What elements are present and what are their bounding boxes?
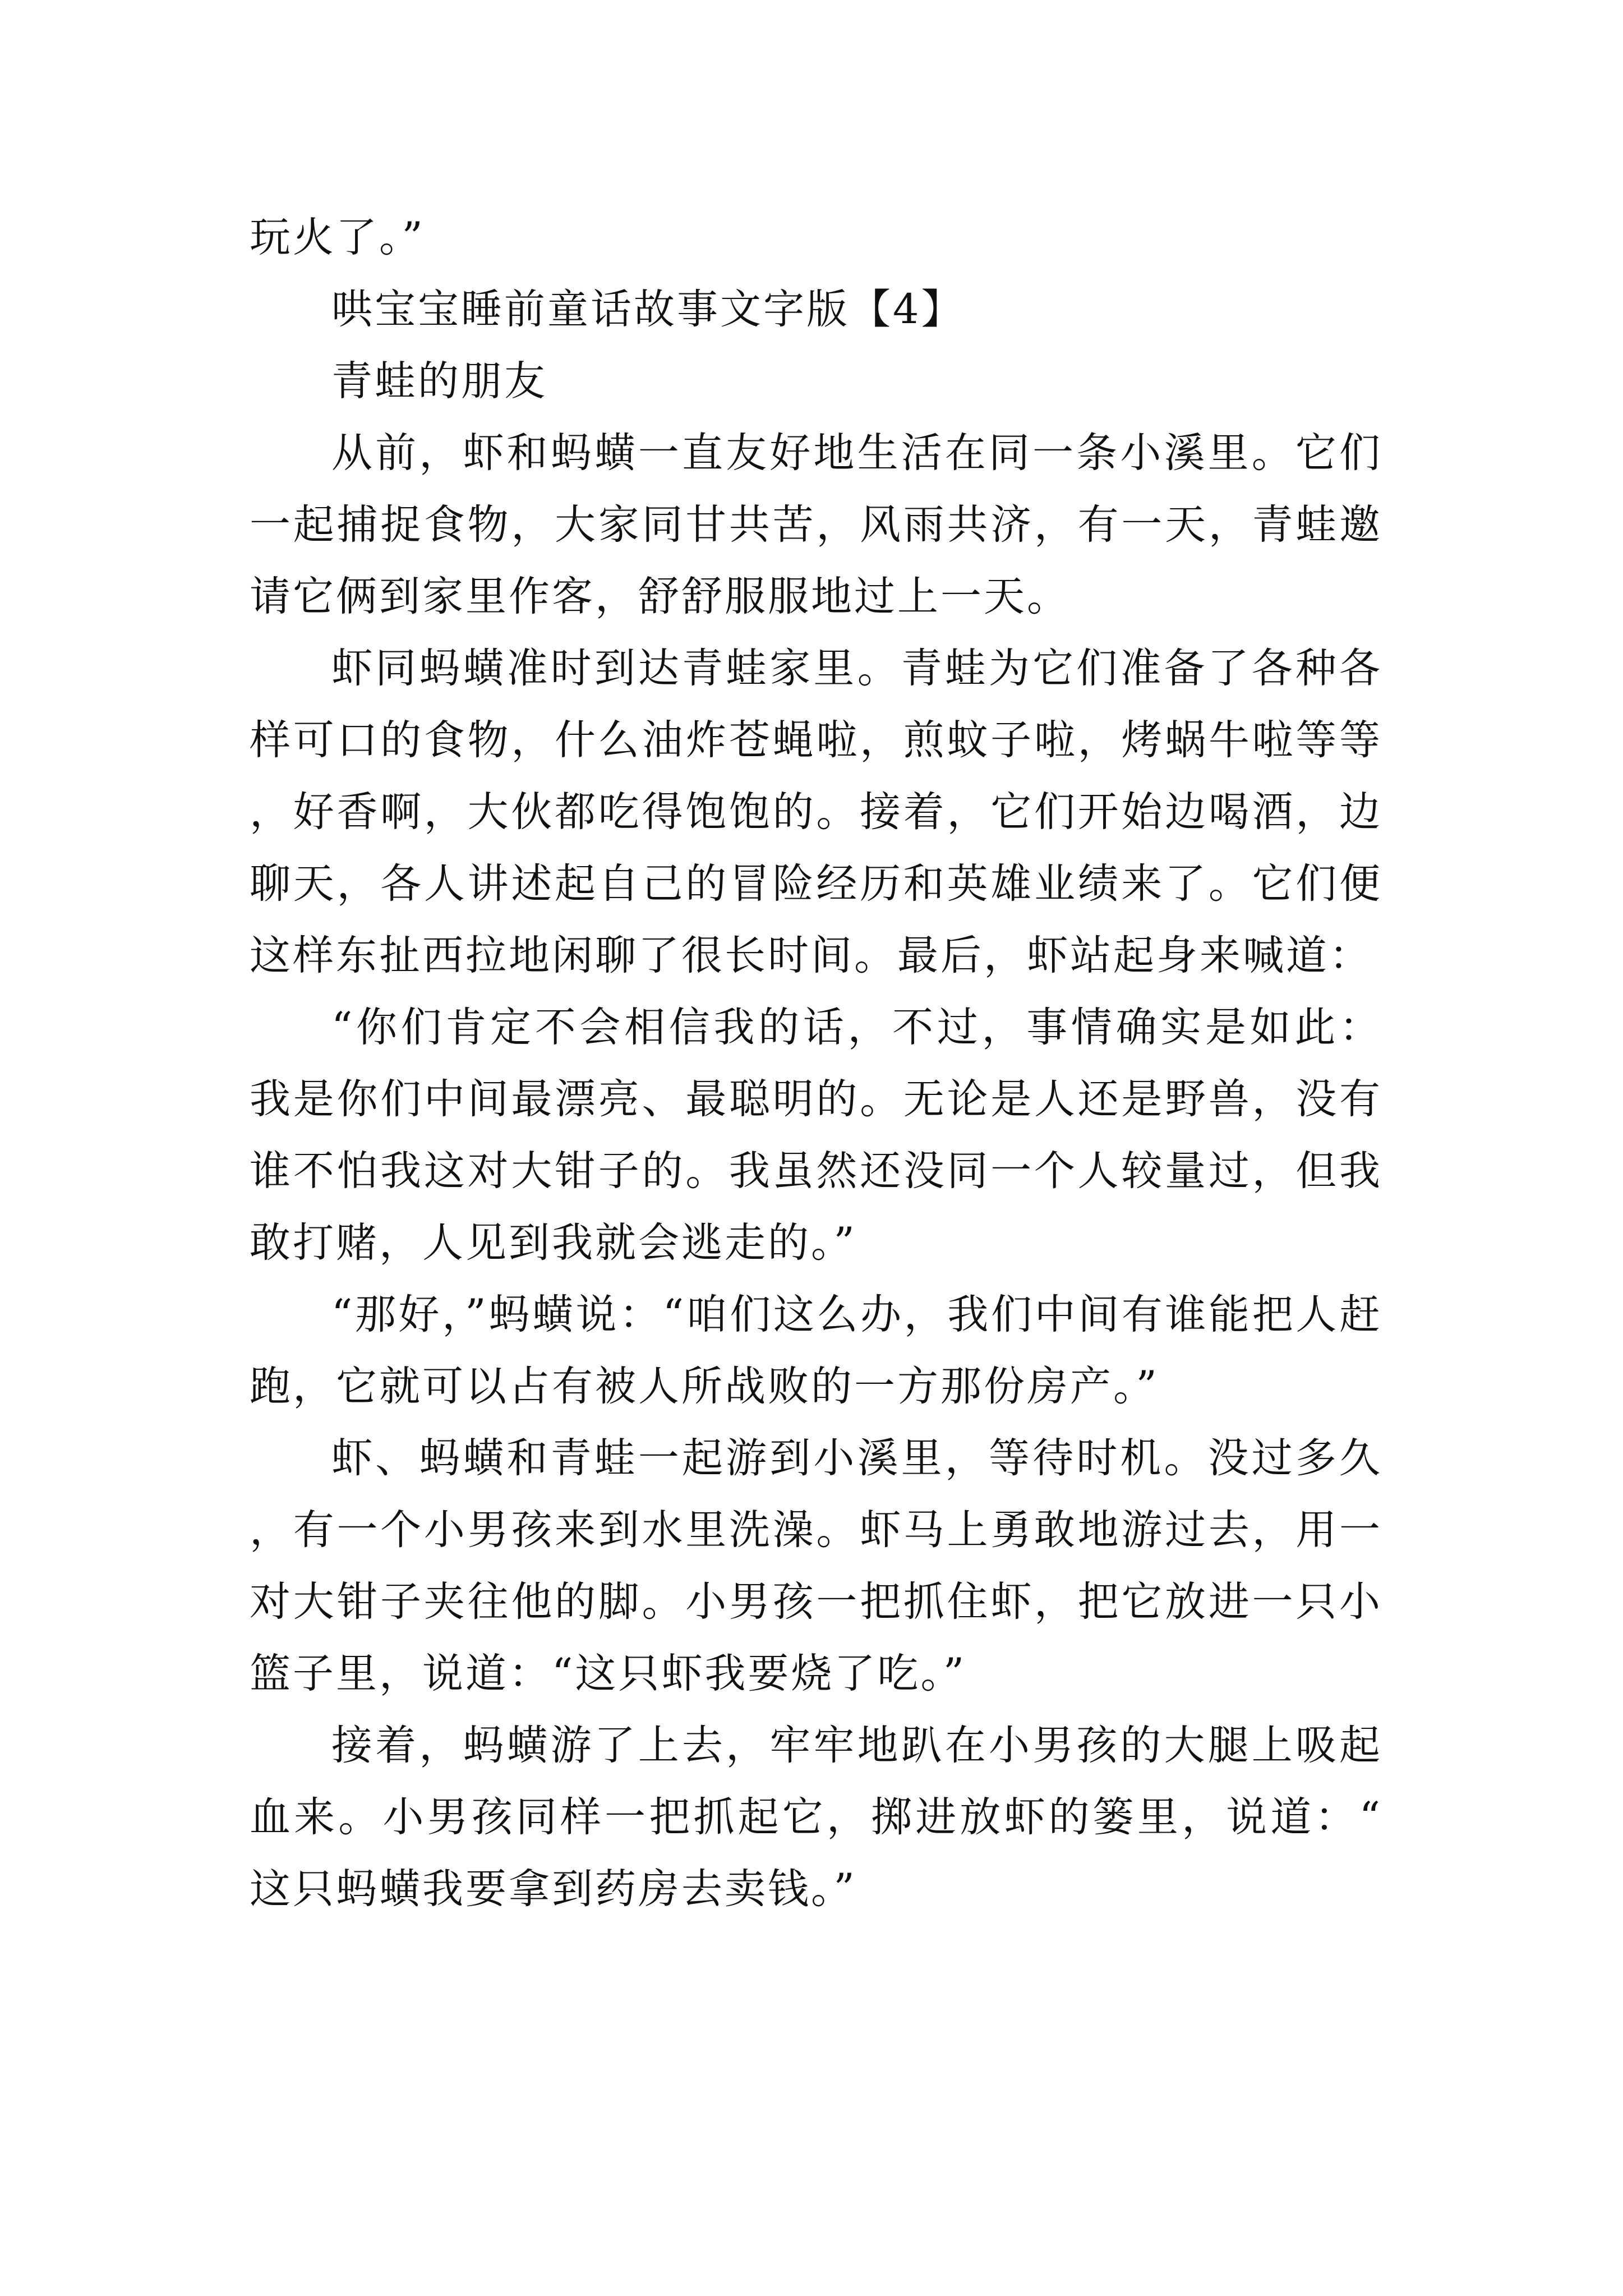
story-title: 青蛙的朋友: [331, 357, 547, 405]
section-heading: 哄宝宝睡前童话故事文字版【4】: [331, 286, 965, 333]
paragraph-continuation: 玩火了。”: [250, 214, 425, 261]
paragraph: 虾、蚂蟥和青蛙一起游到小溪里，等待时机。没过多久，有一个小男孩来到水里洗澡。虾马上勇敢地游过去，用一对大钳子夹往他的脚。小男孩一把抓住虾，把它放进一只小篮子里，说道：“这只虾我要烧了吃。”: [250, 1434, 1382, 1697]
paragraph: “你们肯定不会相信我的话，不过，事情确实是如此：我是你们中间最漂亮、最聪明的。无论是人还是野兽，没有谁不怕我这对大钳子的。我虽然还没同一个人较量过，但我敢打赌，人见到我就会逃走的。”: [250, 1004, 1382, 1267]
paragraph: 接着，蚂蟥游了上去，牢牢地趴在小男孩的大腿上吸起血来。小男孩同样一把抓起它，掷进放虾的篓里，说道：“这只蚂蟥我要拿到药房去卖钱。”: [250, 1722, 1382, 1913]
document-body: [250, 202, 1382, 1925]
paragraph: 虾同蚂蟥准时到达青蛙家里。青蛙为它们准备了各种各样可口的食物，什么油炸苍蝇啦，煎蚊子啦，烤蜗牛啦等等，好香啊，大伙都吃得饱饱的。接着，它们开始边喝酒，边聊天，各人讲述起自己的冒险经历和英雄业绩来了。它们便这样东扯西拉地闲聊了很长时间。最后，虾站起身来喊道：: [250, 645, 1382, 979]
paragraph: “那好，”蚂蟥说：“咱们这么办，我们中间有谁能把人赶跑，它就可以占有被人所战败的一方那份房产。”: [250, 1291, 1382, 1410]
paragraph: 从前，虾和蚂蟥一直友好地生活在同一条小溪里。它们一起捕捉食物，大家同甘共苦，风雨共济，有一天，青蛙邀请它俩到家里作客，舒舒服服地过上一天。: [250, 429, 1382, 620]
